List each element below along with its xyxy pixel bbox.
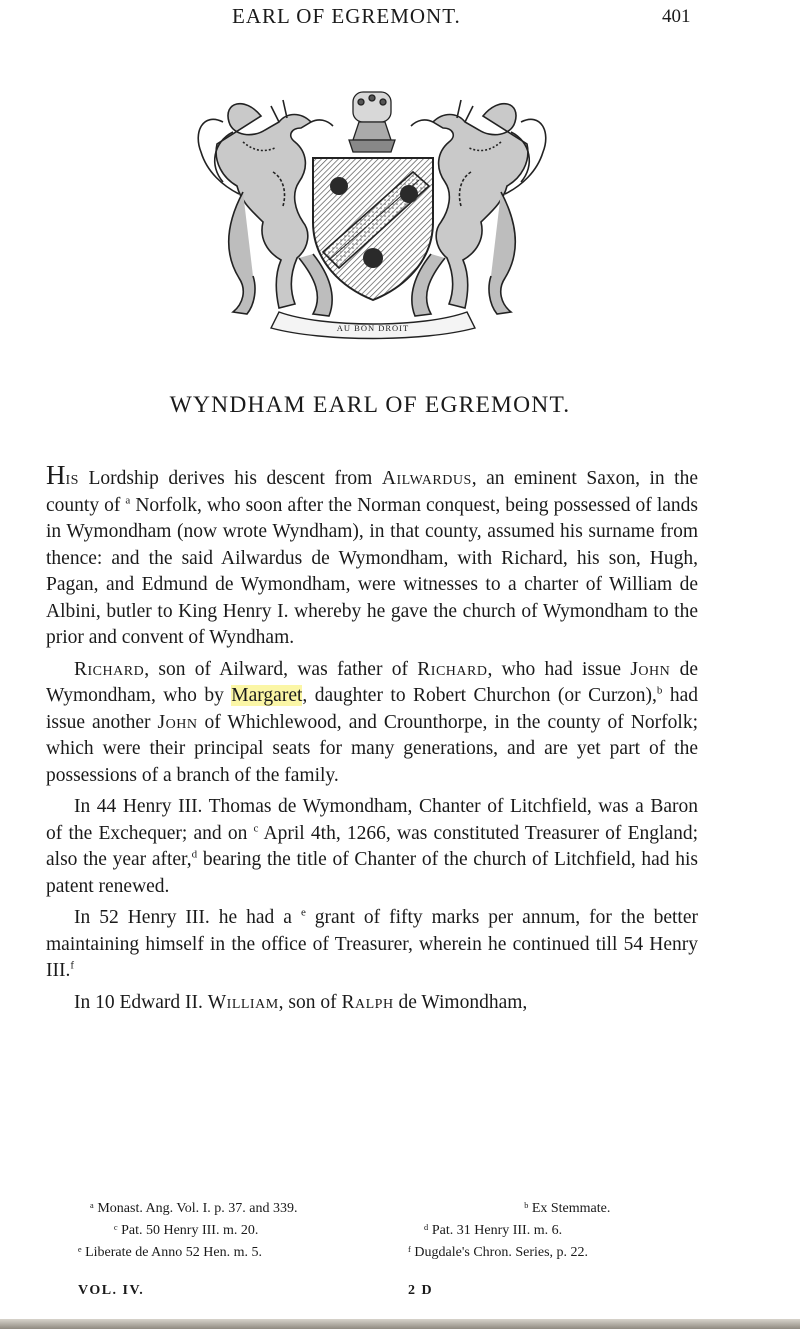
text-run: , daughter to Robert Churchon (or Curzon), xyxy=(302,685,657,706)
footnote-e: ᵉ Liberate de Anno 52 Hen. m. 5. xyxy=(78,1245,262,1260)
footnote-ref-f[interactable]: f xyxy=(70,959,75,972)
text-run: de Wimondham, xyxy=(393,991,528,1013)
name-small-caps: Richard xyxy=(417,658,488,680)
page-edge xyxy=(0,1319,800,1329)
name-small-caps: William xyxy=(207,991,279,1013)
running-head xyxy=(0,4,800,34)
volume-label: VOL. IV. xyxy=(78,1283,145,1298)
footnote-b: ᵇ Ex Stemmate. xyxy=(524,1201,611,1216)
footnotes xyxy=(78,1198,698,1264)
drop-initial: H xyxy=(46,460,66,490)
footnote-c: ᶜ Pat. 50 Henry III. m. 20. xyxy=(114,1223,259,1238)
footnote-ref-d[interactable]: d xyxy=(191,848,198,861)
highlighted-search-term[interactable]: Margaret xyxy=(231,685,303,706)
text-run: , son of Ailward, was father of xyxy=(144,658,418,680)
coat-of-arms-illustration xyxy=(183,82,561,344)
paragraph-2 xyxy=(46,657,698,790)
page-number: 401 xyxy=(662,6,691,27)
motto-ribbon xyxy=(271,312,475,339)
footnote-f: ᶠ Dugdale's Chron. Series, p. 22. xyxy=(408,1245,589,1260)
paragraph-4 xyxy=(46,905,698,985)
footnote-row xyxy=(78,1198,698,1220)
name-small-caps: Ralph xyxy=(341,991,394,1013)
footnote-ref-c[interactable]: c xyxy=(253,822,259,834)
footnote-ref-e[interactable]: e xyxy=(300,906,306,919)
signature-line xyxy=(78,1283,698,1305)
name-small-caps: Ailwardus xyxy=(381,468,472,489)
text-run: In 10 Edward II. xyxy=(74,991,208,1013)
footnote-row xyxy=(78,1242,698,1264)
small-caps-text: is xyxy=(65,468,79,489)
footnote-ref-b[interactable]: b xyxy=(656,684,663,697)
motto-text: AU BON DROIT xyxy=(336,323,410,333)
footnote-d: ᵈ Pat. 31 Henry III. m. 6. xyxy=(424,1223,563,1238)
text-run: had issue another xyxy=(46,685,698,733)
crest xyxy=(349,92,395,152)
signature-mark: 2 D xyxy=(408,1283,434,1298)
text-run: , an eminent Saxon, in the county of xyxy=(46,468,698,516)
text-run: In 44 Henry III. Thomas de Wymondham, Chanter of Litchfield, was a Baron of the Exchequer; and on xyxy=(46,796,698,844)
chapter-title: WYNDHAM EARL OF EGREMONT. xyxy=(169,392,571,418)
footnote-row xyxy=(78,1220,698,1242)
text-run: , son of xyxy=(278,991,342,1013)
text-run: Norfolk, who soon after the Norman conquest, being possessed of lands in Wymondham (now wrote Wyndham), in that county, assumed his surname from thence: and the said Ailwardus de Wymondham, with Richard, his son, Hugh, Pagan, and Edmund de Wymondham, were witnesses to a charter of William de Albini, butler to King Henry I. whereby he gave the church of Wymondham to the prior and convent of Wyndham. xyxy=(46,494,698,648)
footnote-ref-a[interactable]: a xyxy=(125,494,131,506)
text-run: April 4th, 1266, was constituted Treasurer of England; also the year after, xyxy=(46,822,698,870)
text-run: , who had issue xyxy=(487,658,631,680)
text-run: grant of fifty marks per annum, for the better maintaining himself in the office of Treasurer, wherein he continued till 54 Henry III. xyxy=(46,907,699,981)
paragraph-1 xyxy=(46,462,698,652)
name-small-caps: Richard xyxy=(74,658,145,680)
text-run: In 52 Henry III. he had a xyxy=(74,907,301,928)
paragraph-3 xyxy=(46,794,698,900)
name-small-caps: John xyxy=(630,658,671,680)
paragraph-5 xyxy=(46,990,698,1017)
text-run: Lordship derives his descent from xyxy=(78,468,382,489)
text-run: bearing the title of Chanter of the church of Litchfield, had his patent renewed. xyxy=(46,849,698,897)
text-run: de Wymondham, who by xyxy=(46,658,698,706)
text-run: of Whichlewood, and Crounthorpe, in the county of Norfolk; which were their principal seats for many generations, and are yet part of the possessions of a branch of the family. xyxy=(46,711,698,786)
body-text xyxy=(46,462,698,1021)
name-small-caps: John xyxy=(157,711,198,733)
heraldic-shield xyxy=(313,158,433,300)
running-title: EARL OF EGREMONT. xyxy=(232,4,461,28)
footnote-a: ᵃ Monast. Ang. Vol. I. p. 37. and 339. xyxy=(90,1201,298,1216)
